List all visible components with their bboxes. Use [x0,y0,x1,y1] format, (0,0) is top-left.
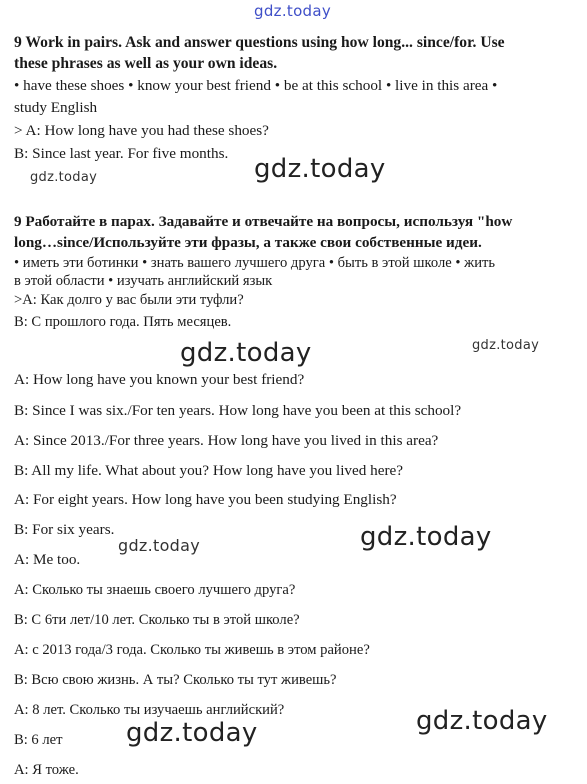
task-heading-ru: 9 Работайте в парах. Задавайте и отвечайте на вопросы, используя "how [14,213,513,230]
dialogue-line: A: Me too. [14,551,81,568]
task-heading-ru: long…since/Используйте эти фразы, а также свои собственные идеи. [14,234,482,251]
watermark: gdz.today [416,706,548,736]
example-answer-ru: В: С прошлого года. Пять месяцев. [14,314,232,330]
dialogue-line-ru: В: С 6ти лет/10 лет. Сколько ты в этой школе? [14,612,300,628]
dialogue-line-ru: А: Я тоже. [14,762,79,778]
dialogue-line: B: All my life. What about you? How long have you lived here? [14,462,404,479]
dialogue-line: B: Since I was six./For ten years. How long have you been at this school? [14,402,462,419]
dialogue-line-ru: В: 6 лет [14,732,63,748]
watermark: gdz.today [118,536,200,555]
dialogue-line-ru: А: 8 лет. Сколько ты изучаешь английский? [14,702,285,718]
task-phrases: • have these shoes • know your best friend • be at this school • live in this area • [14,77,498,94]
example-answer: B: Since last year. For five months. [14,145,229,162]
dialogue-line-ru: А: с 2013 года/3 года. Сколько ты живешь в этом районе? [14,642,370,658]
task-heading: these phrases as well as your own ideas. [14,55,278,72]
watermark: gdz.today [180,338,312,368]
example-question-ru: >А: Как долго у вас были эти туфли? [14,292,244,308]
watermark: gdz.today [254,154,386,184]
dialogue-line: B: For six years. [14,521,115,538]
watermark: gdz.today [472,338,540,353]
watermark-top: gdz.today [254,2,332,20]
example-question: > A: How long have you had these shoes? [14,122,269,139]
dialogue-line: A: For eight years. How long have you been studying English? [14,491,397,508]
task-phrases-ru: • иметь эти ботинки • знать вашего лучшего друга • быть в этой школе • жить [14,255,496,271]
watermark: gdz.today [126,718,258,748]
dialogue-line: A: How long have you known your best friend? [14,371,305,388]
task-heading: 9 Work in pairs. Ask and answer questions using how long... since/for. Use [14,34,505,51]
dialogue-line: A: Since 2013./For three years. How long have you lived in this area? [14,432,439,449]
watermark: gdz.today [30,170,98,185]
dialogue-line-ru: В: Всю свою жизнь. А ты? Сколько ты тут живешь? [14,672,337,688]
dialogue-line-ru: А: Сколько ты знаешь своего лучшего друга? [14,582,296,598]
task-phrases: study English [14,99,98,116]
watermark: gdz.today [360,522,492,552]
task-phrases-ru: в этой области • изучать английский язык [14,273,273,289]
